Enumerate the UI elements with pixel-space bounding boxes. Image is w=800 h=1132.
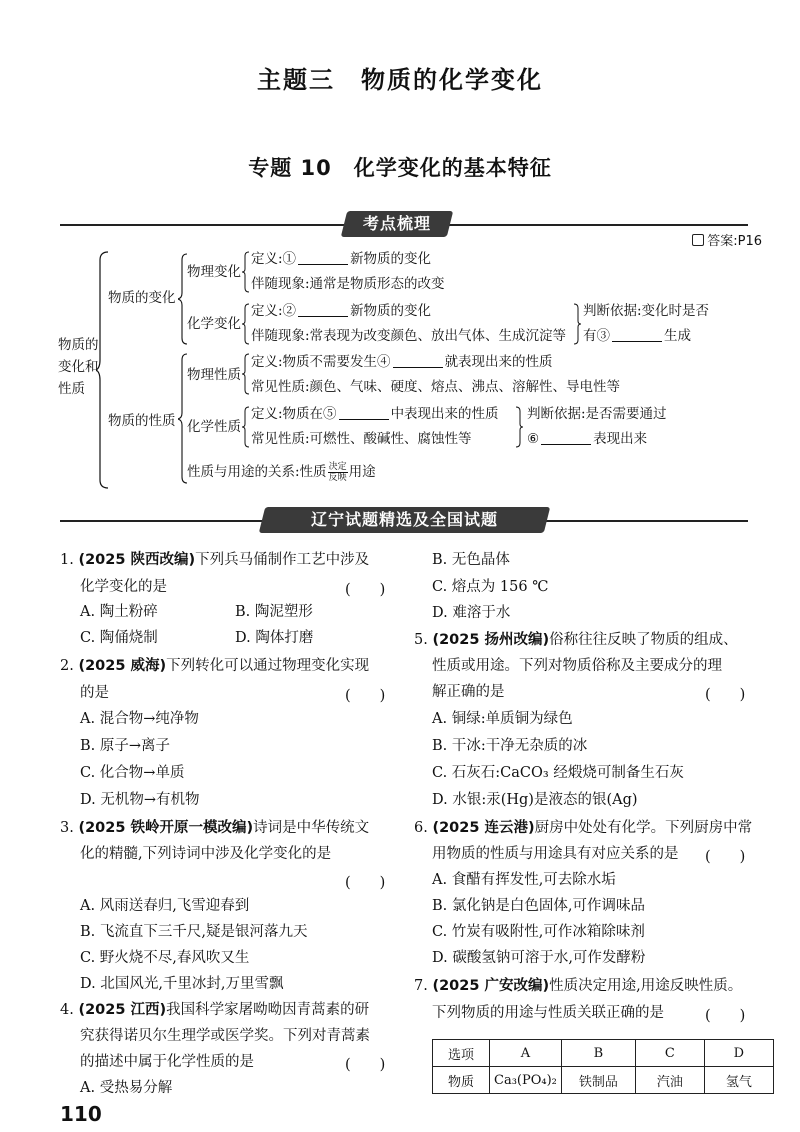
q4-option-a[interactable]: A. 受热易分解 (80, 1080, 173, 1096)
blank-5[interactable] (339, 407, 389, 420)
branch-property-label: 物质的性质 (108, 413, 176, 429)
table-row: 选项 A B C D (433, 1040, 774, 1067)
answer-reference: 答案:P16 (692, 230, 762, 249)
chemical-property-common: 常见性质:可燃性、酸碱性、腐蚀性等 (251, 431, 472, 447)
q5-option-d[interactable]: D. 水银:汞(Hg)是液态的银(Ag) (432, 792, 638, 808)
section-rule-left (60, 224, 350, 226)
chemical-property-label: 化学性质 (187, 419, 241, 435)
physical-change-label: 物理变化 (187, 264, 241, 280)
blank-2[interactable] (298, 304, 348, 317)
chemical-property-brace (242, 405, 250, 449)
physical-change-definition: 定义:① 新物质的变化 (251, 251, 432, 267)
physical-change-phenomenon: 伴随现象:通常是物质形态的改变 (251, 276, 445, 292)
q7-options-table (432, 1039, 774, 1094)
blank-6[interactable] (541, 432, 591, 445)
section2-rule-left (60, 520, 265, 522)
change-judge-line1: 判断依据:变化时是否 (583, 303, 710, 319)
blank-1[interactable] (298, 252, 348, 265)
q4-option-d[interactable]: D. 难溶于水 (432, 605, 511, 621)
q1-option-a[interactable]: A. 陶土粉碎 (80, 604, 158, 620)
section-banner-review: 考点梳理 (341, 211, 453, 237)
blank-3[interactable] (612, 329, 662, 342)
section2-rule-right (545, 520, 748, 522)
physical-property-definition: 定义:物质不需要发生④ 就表现出来的性质 (251, 354, 553, 370)
blank-4[interactable] (393, 355, 443, 368)
change-judge-line2: 有③ 生成 (583, 328, 691, 344)
q3-option-b[interactable]: B. 飞流直下三千尺,疑是银河落九天 (80, 924, 308, 940)
root-brace (96, 250, 110, 490)
q3-option-a[interactable]: A. 风雨送春归,飞雪迎春到 (80, 898, 250, 914)
section-rule-right (448, 224, 748, 226)
branch-change-label: 物质的变化 (108, 290, 176, 306)
page-number: 110 (60, 1102, 102, 1126)
q4-option-c[interactable]: C. 熔点为 156 ℃ (432, 579, 549, 595)
property-use-relation: 性质与用途的关系:性质 $\frac{\text{决定}}{\text{反映}}$ 用途 (187, 462, 376, 483)
q5-option-c[interactable]: C. 石灰石:CaCO₃ 经煅烧可制备生石灰 (432, 765, 684, 781)
q2-option-c[interactable]: C. 化合物→单质 (80, 765, 185, 781)
physical-property-label: 物理性质 (187, 367, 241, 383)
q2-option-a[interactable]: A. 混合物→纯净物 (80, 711, 199, 727)
change-judge-brace (573, 302, 581, 346)
q3-option-c[interactable]: C. 野火烧不尽,春风吹又生 (80, 950, 250, 966)
page-title: 主题三 物质的化学变化 (257, 66, 543, 94)
q1-option-d[interactable]: D. 陶体打磨 (235, 630, 314, 646)
chemical-property-definition: 定义:物质在⑤ 中表现出来的性质 (251, 406, 499, 422)
chemical-change-brace (242, 302, 250, 346)
q1-option-b[interactable]: B. 陶泥塑形 (235, 604, 313, 620)
map-root: 物质的 变化和 性质 (58, 337, 99, 397)
property-judge-line1: 判断依据:是否需要通过 (527, 406, 667, 422)
relation-fraction: $\frac{\text{决定}}{\text{反映}}$ (328, 462, 347, 483)
property-judge-brace (515, 405, 523, 449)
q6-option-d[interactable]: D. 碳酸氢钠可溶于水,可作发酵粉 (432, 950, 646, 966)
physical-change-brace (242, 250, 250, 294)
q6-option-b[interactable]: B. 氯化钠是白色固体,可作调味品 (432, 898, 645, 914)
chemical-change-phenomenon: 伴随现象:常表现为改变颜色、放出气体、生成沉淀等 (251, 328, 567, 344)
q6-option-a[interactable]: A. 食醋有挥发性,可去除水垢 (432, 872, 616, 888)
q2-option-d[interactable]: D. 无机物→有机物 (80, 792, 200, 808)
section-banner-questions: 辽宁试题精选及全国试题 (259, 507, 550, 533)
table-row: 物质 Ca₃(PO₄)₂ 铁制品 汽油 氢气 (433, 1067, 774, 1094)
property-judge-line2: ⑥ 表现出来 (527, 431, 648, 447)
q3-option-d[interactable]: D. 北国风光,千里冰封,万里雪飘 (80, 976, 284, 992)
chemical-change-label: 化学变化 (187, 316, 241, 332)
q5-option-a[interactable]: A. 铜绿:单质铜为绿色 (432, 711, 573, 727)
q1-option-c[interactable]: C. 陶俑烧制 (80, 630, 158, 646)
physical-property-brace (242, 352, 250, 396)
answer-book-icon (692, 234, 704, 246)
physical-property-common: 常见性质:颜色、气味、硬度、熔点、沸点、溶解性、导电性等 (251, 379, 621, 395)
q6-option-c[interactable]: C. 竹炭有吸附性,可作冰箱除味剂 (432, 924, 645, 940)
topic-title: 专题 10 化学变化的基本特征 (248, 156, 552, 180)
q4-option-b[interactable]: B. 无色晶体 (432, 552, 510, 568)
q2-option-b[interactable]: B. 原子→离子 (80, 738, 171, 754)
q5-option-b[interactable]: B. 干冰:干净无杂质的冰 (432, 738, 588, 754)
chemical-change-definition: 定义:② 新物质的变化 (251, 303, 432, 319)
